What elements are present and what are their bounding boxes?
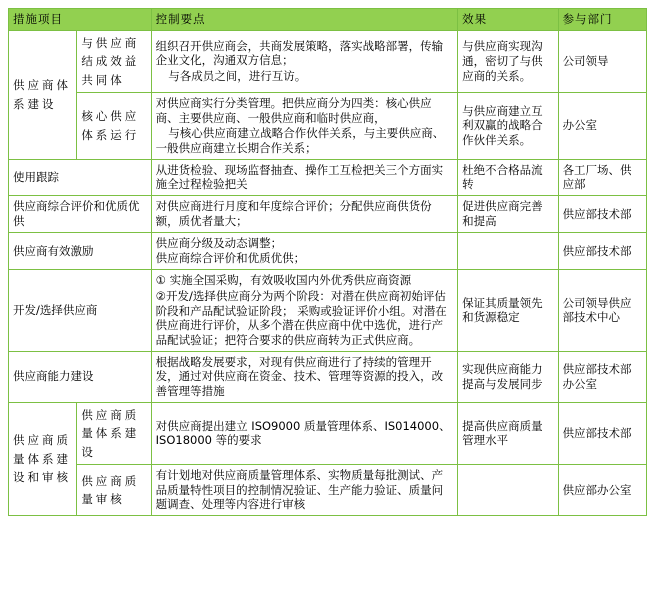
table-row <box>9 270 647 352</box>
measure-cell-usage-tracking: 使用跟踪 <box>9 159 152 195</box>
key-points-cell: 对供应商实行分类管理。把供应商分为四类：核心供应商、主要供应商、一般供应商和临时供应商， 与核心供应商建立战略合作伙伴关系，与主要供应商、一般供应商建立长期合作关系； <box>151 92 457 159</box>
table-row <box>9 159 647 195</box>
supplier-management-table <box>8 8 647 516</box>
table-header <box>9 9 647 31</box>
table-row <box>9 351 647 402</box>
column-header-effect: 效果 <box>458 9 558 31</box>
sub-measure-cell-quality-audit: 供应商质量审核 <box>77 465 151 516</box>
key-points-cell: 有计划地对供应商质量管理体系、实物质量每批测试、产品质量特性项目的控制情况验证、生产能力验证、质量问题调查、处理等内容进行审核 <box>151 465 457 516</box>
department-cell: 供应部技术部 <box>558 196 646 232</box>
measure-cell-capability-building: 供应商能力建设 <box>9 351 152 402</box>
department-cell: 供应部技术部 <box>558 232 646 269</box>
sub-measure-cell-quality-system-build: 供应商质量体系建设 <box>77 402 151 464</box>
department-cell: 供应部办公室 <box>558 465 646 516</box>
table-row <box>9 30 647 92</box>
department-cell: 供应部技术部 <box>558 402 646 464</box>
table-row <box>9 402 647 464</box>
key-points-cell: 对供应商提出建立 ISO9000 质量管理体系、IS014000、ISO18000 等的要求 <box>151 402 457 464</box>
effect-cell: 促进供应商完善和提高 <box>458 196 558 232</box>
department-cell: 公司领导供应部技术中心 <box>558 270 646 352</box>
effect-cell <box>458 465 558 516</box>
measure-cell-quality-system-audit: 供应商质量体系建设和审核 <box>9 402 77 515</box>
table-body <box>9 30 647 515</box>
key-points-cell: 根据战略发展要求，对现有供应商进行了持续的管理开发，通过对供应商在资金、技术、管理等资源的投入，改善管理等措施 <box>151 351 457 402</box>
department-cell: 各工厂场、供应部 <box>558 159 646 195</box>
table-row <box>9 465 647 516</box>
table-header-row <box>9 9 647 31</box>
table-row <box>9 232 647 269</box>
table-row <box>9 92 647 159</box>
column-header-measure: 措施项目 <box>9 9 152 31</box>
column-header-department: 参与部门 <box>558 9 646 31</box>
measure-cell-system-construction: 供应商体系建设 <box>9 30 77 159</box>
effect-cell: 提高供应商质量管理水平 <box>458 402 558 464</box>
effect-cell <box>458 232 558 269</box>
key-points-cell: 对供应商进行月度和年度综合评价；分配供应商供货份额，质优者量大； <box>151 196 457 232</box>
effect-cell: 实现供应商能力提高与发展同步 <box>458 351 558 402</box>
key-points-cell: 从进货检验、现场监督抽查、操作工互检把关三个方面实施全过程检验把关 <box>151 159 457 195</box>
measure-cell-comprehensive-evaluation: 供应商综合评价和优质优供 <box>9 196 152 232</box>
column-header-key-points: 控制要点 <box>151 9 457 31</box>
measure-cell-develop-select-supplier: 开发/选择供应商 <box>9 270 152 352</box>
key-points-cell: 组织召开供应商会，共商发展策略，落实战略部署，传输企业文化，沟通双方信息； 与各成员之间，进行互访。 <box>151 30 457 92</box>
key-points-cell: ① 实施全国采购，有效吸收国内外优秀供应商资源 ②开发/选择供应商分为两个阶段：对潜在供应商初始评估阶段和产品配试验证阶段； 采购或验证评价小组。对潜在供应商进行评价，从多个潜在供应商中优中选优，进行产品配试验证；把符合要求的供应商转为正式供应商。 <box>151 270 457 352</box>
sub-measure-cell-benefit-community: 与供应商结成效益共同体 <box>77 30 151 92</box>
table-row <box>9 196 647 232</box>
effect-cell: 保证其质量领先和货源稳定 <box>458 270 558 352</box>
department-cell: 公司领导 <box>558 30 646 92</box>
effect-cell: 与供应商建立互利双赢的战略合作伙伴关系。 <box>458 92 558 159</box>
key-points-cell: 供应商分级及动态调整； 供应商综合评价和优质优供； <box>151 232 457 269</box>
effect-cell: 杜绝不合格品流转 <box>458 159 558 195</box>
measure-cell-effective-incentive: 供应商有效激励 <box>9 232 152 269</box>
effect-cell: 与供应商实现沟通，密切了与供应商的关系。 <box>458 30 558 92</box>
department-cell: 办公室 <box>558 92 646 159</box>
sub-measure-cell-core-system-operation: 核心供应体系运行 <box>77 92 151 159</box>
department-cell: 供应部技术部办公室 <box>558 351 646 402</box>
